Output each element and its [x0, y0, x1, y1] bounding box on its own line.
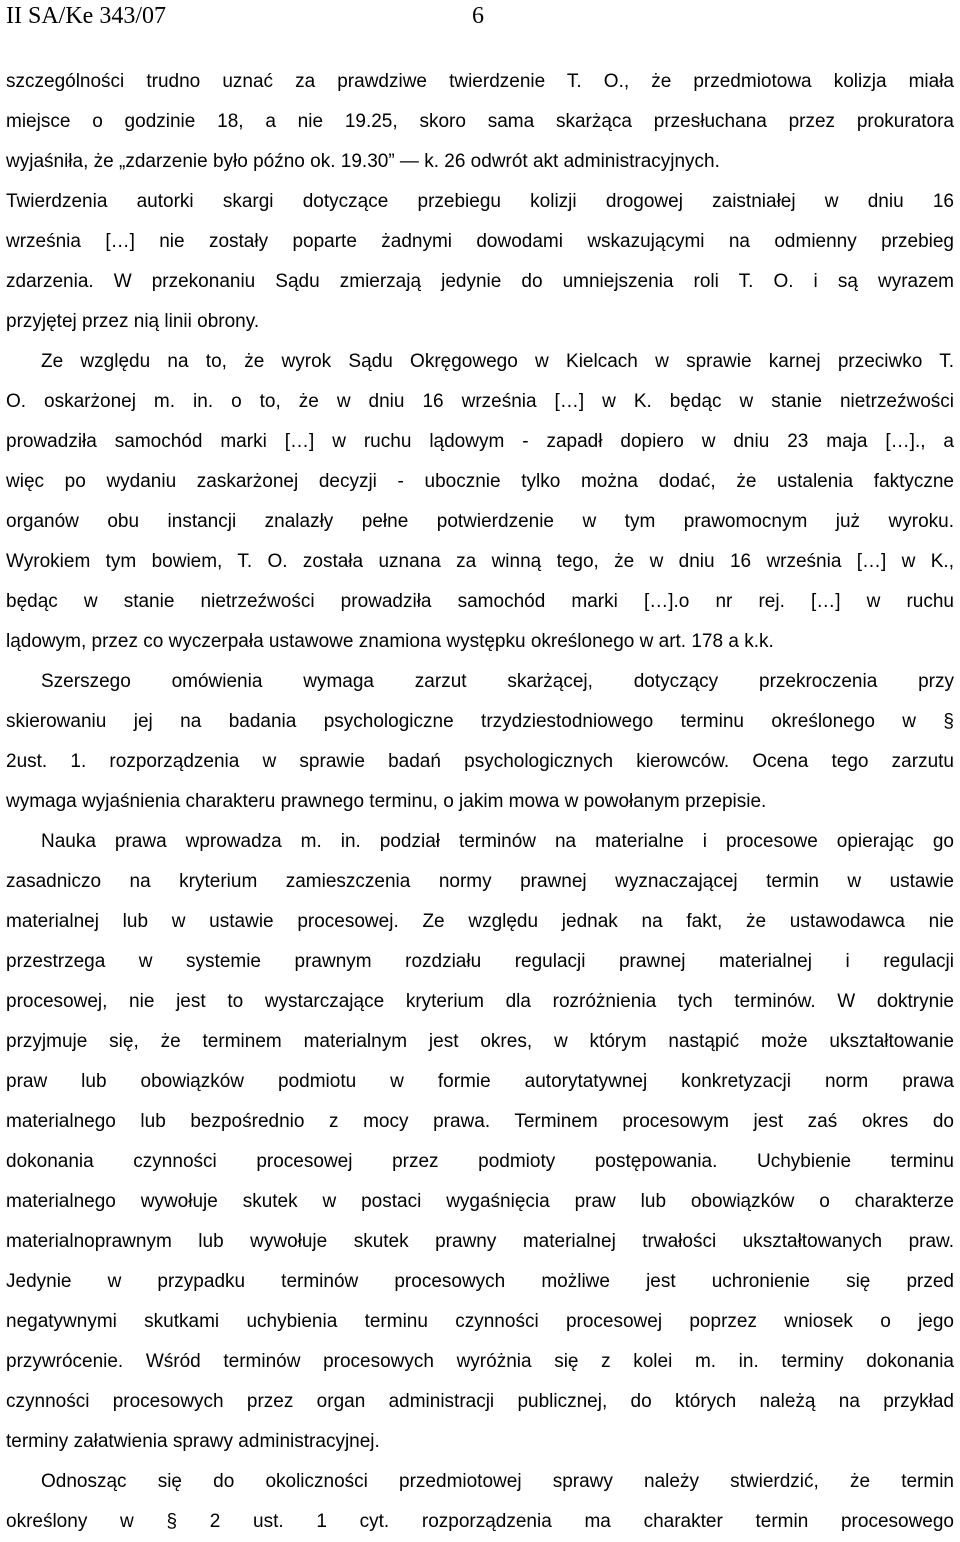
text-line: organów obu instancji znalazły pełne potwierdzenie w tym prawomocnym już wyroku. — [6, 511, 954, 532]
text-line: Jedynie w przypadku terminów procesowych możliwe jest uchronienie się przed — [6, 1271, 954, 1292]
text-line: prowadziła samochód marki […] w ruchu lądowym - zapadł dopiero w dniu 23 maja […]., a — [6, 431, 954, 452]
text-line: procesowej, nie jest to wystarczające kryterium dla rozróżnienia tych terminów. W doktrynie — [6, 991, 954, 1012]
text-line: materialnej lub w ustawie procesowej. Ze względu jednak na fakt, że ustawodawca nie — [6, 911, 954, 932]
text-line: przyjętej przez nią linii obrony. — [6, 311, 260, 332]
text-line: czynności procesowych przez organ administracji publicznej, do których należą na przykład — [6, 1391, 954, 1412]
text-line: przywrócenie. Wśród terminów procesowych wyróżnia się z kolei m. in. terminy dokonania — [6, 1351, 954, 1372]
text-line: wymaga wyjaśnienia charakteru prawnego terminu, o jakim mowa w powołanym przepisie. — [6, 791, 767, 812]
text-line: lądowym, przez co wyczerpała ustawowe znamiona występku określonego w art. 178 a k.k. — [6, 631, 774, 652]
text-line: Wyrokiem tym bowiem, T. O. została uznana za winną tego, że w dniu 16 września […] w K., — [6, 551, 954, 572]
paragraph — [6, 662, 954, 822]
text-line: O. oskarżonej m. in. o to, że w dniu 16 września […] w K. będąc w stanie nietrzeźwości — [6, 391, 954, 412]
text-line: terminy załatwienia sprawy administracyjnej. — [6, 1431, 380, 1452]
paragraph — [6, 822, 954, 1462]
text-line: miejsce o godzinie 18, a nie 19.25, skoro sama skarżąca przesłuchana przez prokuratora — [6, 111, 954, 132]
text-line: Szerszego omówienia wymaga zarzut skarżącej, dotyczący przekroczenia przy — [41, 671, 954, 692]
text-line: materialnego lub bezpośrednio z mocy prawa. Terminem procesowym jest zaś okres do — [6, 1111, 954, 1132]
case-number: II SA/Ke 343/07 — [6, 3, 166, 29]
text-line: 2ust. 1. rozporządzenia w sprawie badań psychologicznych kierowców. Ocena tego zarzutu — [6, 751, 954, 772]
text-line: materialnoprawnym lub wywołuje skutek prawny materialnej trwałości ukształtowanych praw. — [6, 1231, 954, 1252]
paragraph — [6, 62, 954, 342]
page-number: 6 — [472, 3, 484, 29]
text-line: zdarzenia. W przekonaniu Sądu zmierzają jedynie do umniejszenia roli T. O. i są wyrazem — [6, 271, 954, 292]
paragraph — [6, 1462, 954, 1542]
text-line: skierowaniu jej na badania psychologiczne trzydziestodniowego terminu określonego w § — [6, 711, 954, 732]
text-line: Nauka prawa wprowadza m. in. podział terminów na materialne i procesowe opierając go — [41, 831, 954, 852]
text-line: września […] nie zostały poparte żadnymi dowodami wskazującymi na odmienny przebieg — [6, 231, 954, 252]
text-line: dokonania czynności procesowej przez podmioty postępowania. Uchybienie terminu — [6, 1151, 954, 1172]
document-body — [6, 62, 954, 1542]
text-line: przestrzega w systemie prawnym rozdziału regulacji prawnej materialnej i regulacji — [6, 951, 954, 972]
text-line: praw lub obowiązków podmiotu w formie autorytatywnej konkretyzacji norm prawa — [6, 1071, 954, 1092]
text-line: Odnosząc się do okoliczności przedmiotowej sprawy należy stwierdzić, że termin — [41, 1471, 954, 1492]
text-line: Ze względu na to, że wyrok Sądu Okręgowego w Kielcach w sprawie karnej przeciwko T. — [41, 351, 954, 372]
paragraph — [6, 342, 954, 662]
text-line: materialnego wywołuje skutek w postaci wygaśnięcia praw lub obowiązków o charakterze — [6, 1191, 954, 1212]
text-line: wyjaśniła, że „zdarzenie było późno ok. 19.30” — k. 26 odwrót akt administracyjnych. — [6, 151, 720, 172]
text-line: przyjmuje się, że terminem materialnym jest okres, w którym nastąpić może ukształtowanie — [6, 1031, 954, 1052]
text-line: Twierdzenia autorki skargi dotyczące przebiegu kolizji drogowej zaistniałej w dniu 16 — [6, 191, 954, 212]
text-line: szczególności trudno uznać za prawdziwe twierdzenie T. O., że przedmiotowa kolizja miała — [6, 71, 954, 92]
text-line: określony w § 2 ust. 1 cyt. rozporządzenia ma charakter termin procesowego — [6, 1511, 954, 1532]
text-line: więc po wydaniu zaskarżonej decyzji - ubocznie tylko można dodać, że ustalenia faktyczne — [6, 471, 954, 492]
text-line: negatywnymi skutkami uchybienia terminu czynności procesowej poprzez wniosek o jego — [6, 1311, 954, 1332]
text-line: zasadniczo na kryterium zamieszczenia normy prawnej wyznaczającej termin w ustawie — [6, 871, 954, 892]
text-line: będąc w stanie nietrzeźwości prowadziła samochód marki […].o nr rej. […] w ruchu — [6, 591, 954, 612]
